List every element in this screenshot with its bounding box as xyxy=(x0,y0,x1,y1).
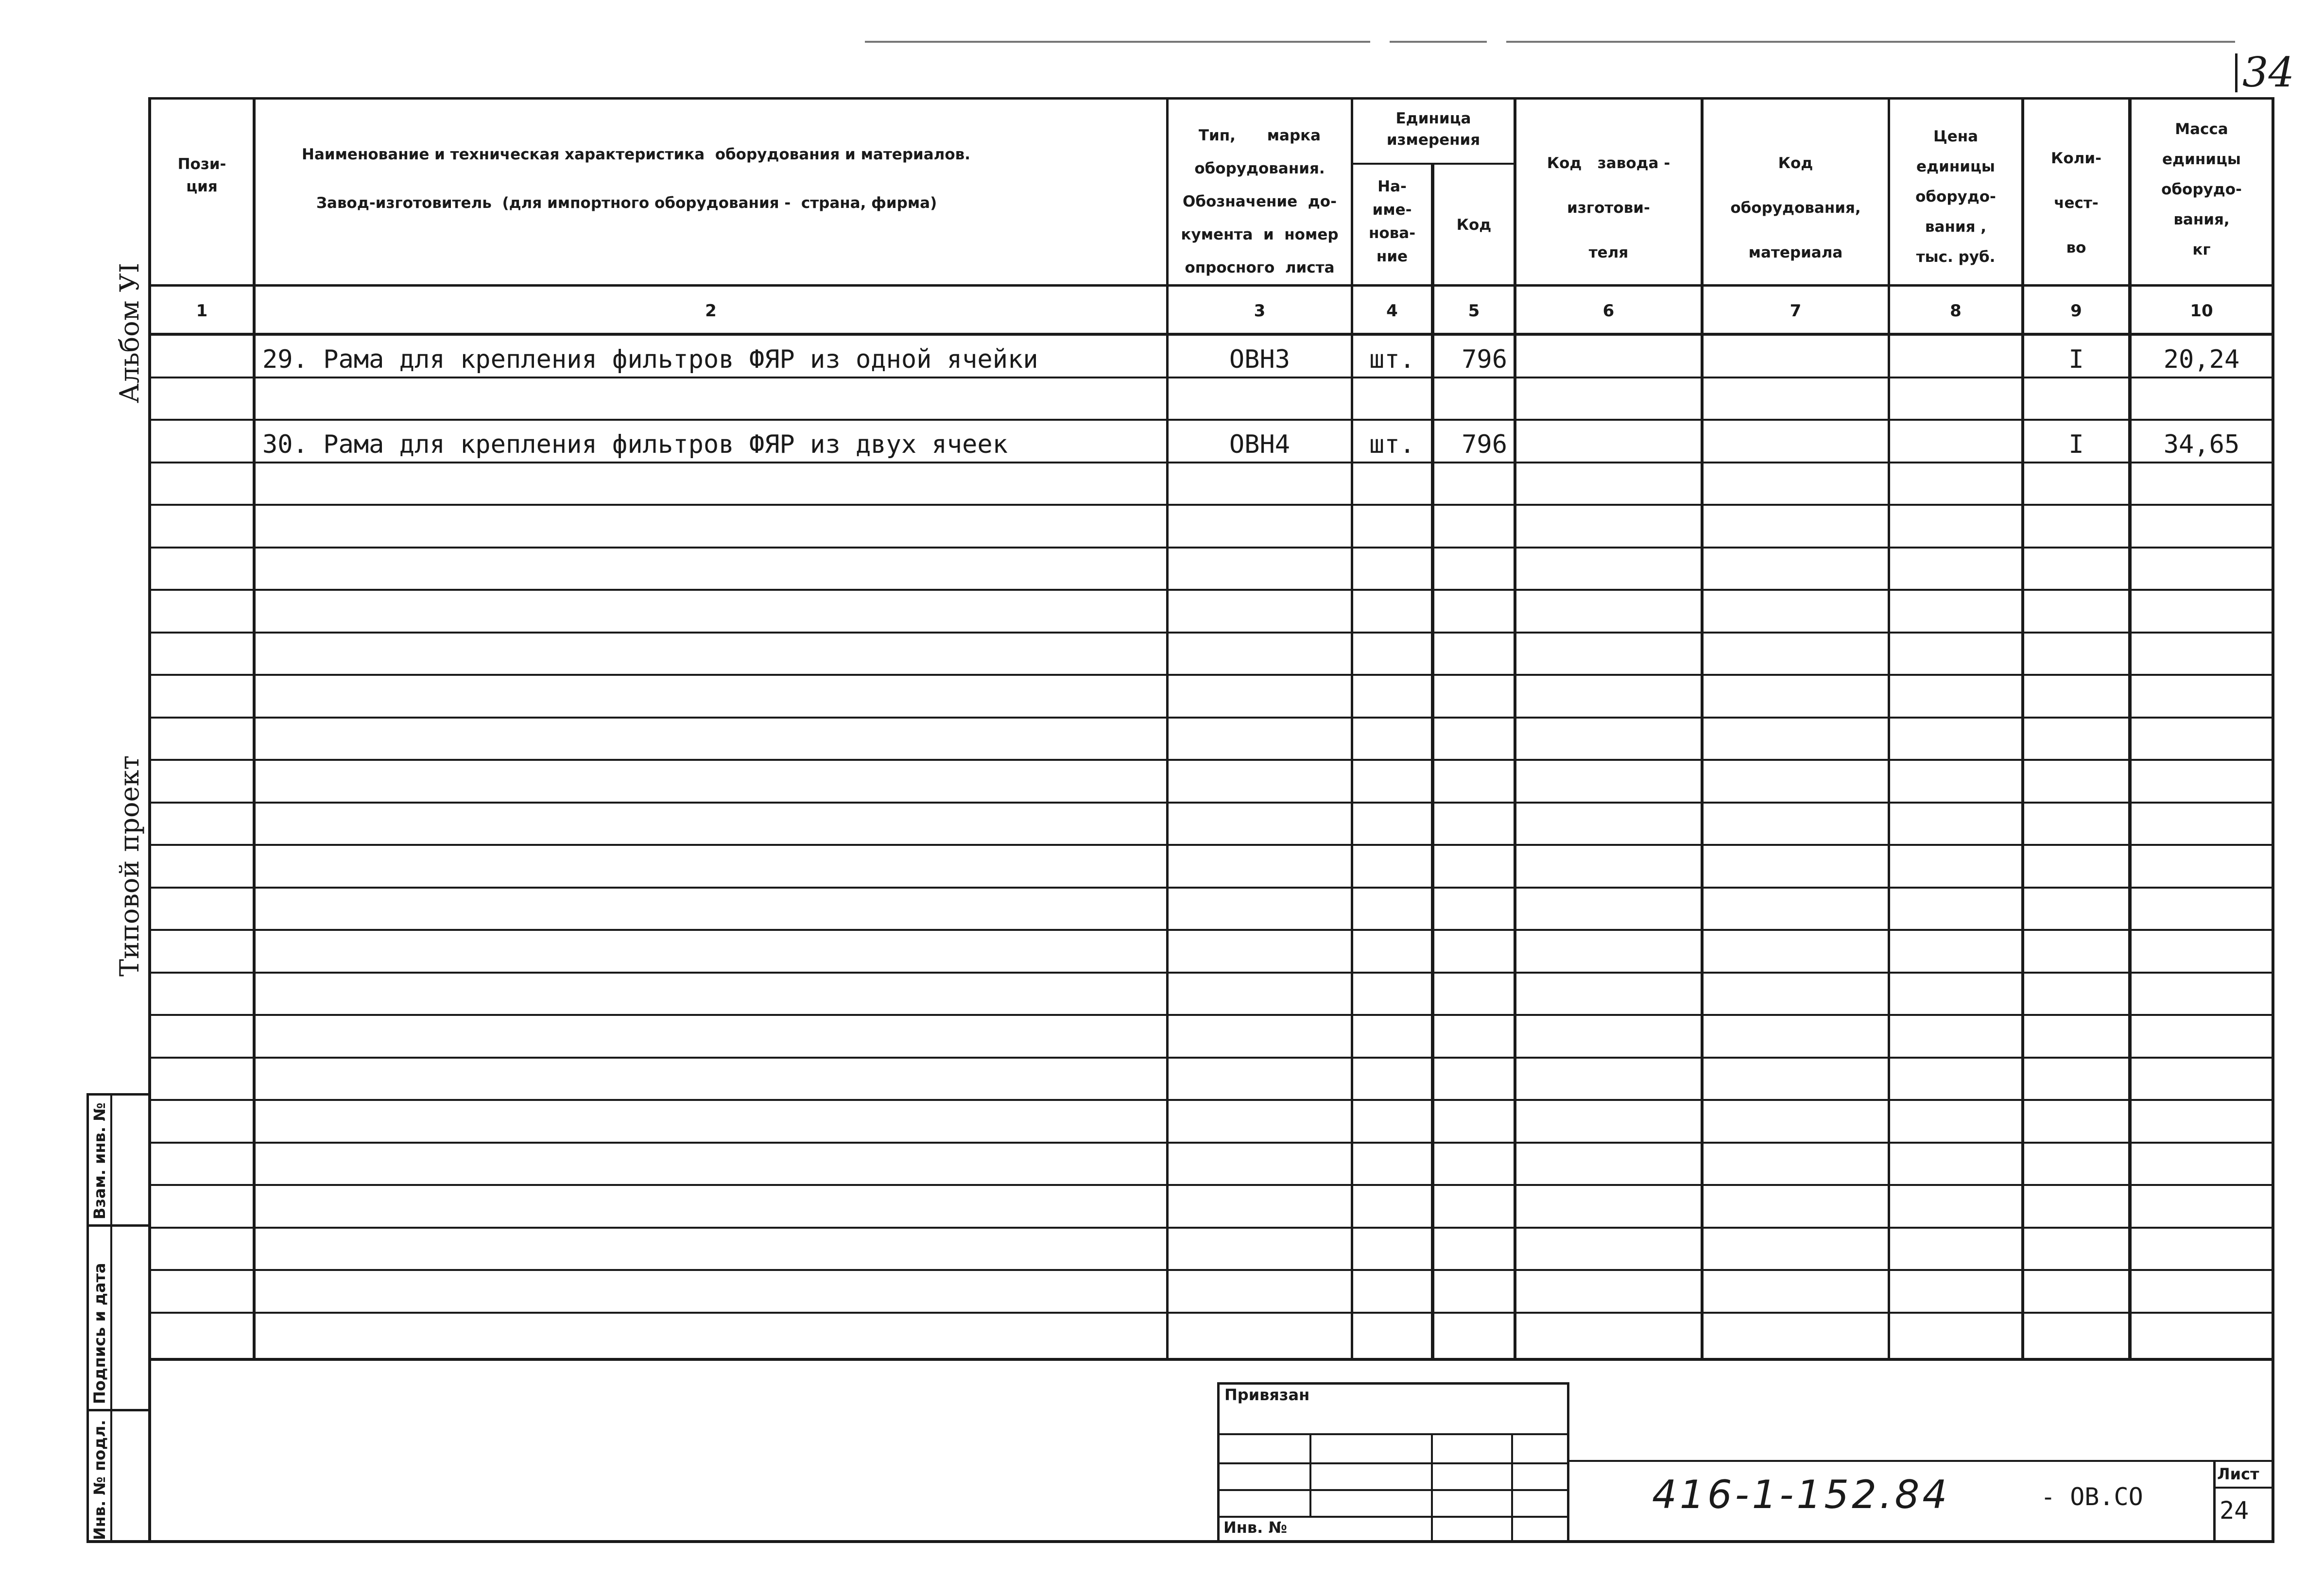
header-name-line2: Завод-изготовитель (для импортного оборудования - страна, фирма) xyxy=(316,194,937,212)
inv-no-label: Инв. № xyxy=(1223,1518,1287,1537)
row-unit: шт. xyxy=(1369,430,1415,459)
page-number: 34 xyxy=(2242,49,2294,96)
top-mark-line xyxy=(1506,41,2235,43)
header-equipment-code: Код оборудования, материала xyxy=(1730,154,1861,261)
header-mass: Масса единицы оборудо- вания, кг xyxy=(2161,120,2242,258)
row-unit-code: 796 xyxy=(1462,430,1507,459)
row-mass: 34,65 xyxy=(2163,430,2240,459)
project-label: Типовой проект xyxy=(114,755,145,977)
header-type: Тип, марка оборудования. Обозначение до- кумента и номер опросного листа xyxy=(1181,127,1339,276)
header-quantity: Коли- чест- во xyxy=(2051,150,2101,257)
header-factory-code: Код завода - изготови- теля xyxy=(1547,154,1670,261)
document-suffix: - ОВ.СО xyxy=(2041,1483,2143,1511)
column-number: 1 xyxy=(196,301,208,321)
row-mass: 20,24 xyxy=(2163,345,2240,374)
column-number: 4 xyxy=(1386,301,1398,321)
column-number: 3 xyxy=(1254,301,1266,321)
column-number: 10 xyxy=(2190,301,2213,321)
row-type: ОВН4 xyxy=(1229,430,1291,459)
header-unit-code: Код xyxy=(1456,216,1492,234)
column-number: 9 xyxy=(2070,301,2082,321)
column-number: 7 xyxy=(1790,301,1802,321)
row-name: 29. Рама для крепления фильтров ФЯР из одной ячейки xyxy=(262,345,1038,374)
stamp-vzam-inv: Взам. инв. № xyxy=(90,1102,109,1219)
privyazan-label: Привязан xyxy=(1224,1386,1310,1404)
top-mark-line xyxy=(1390,41,1487,43)
header-position: Пози- ция xyxy=(177,155,226,195)
column-number: 5 xyxy=(1468,301,1480,321)
stamp-podpis-data: Подпись и дата xyxy=(90,1263,109,1404)
header-unit-group: Единица измерения xyxy=(1386,110,1480,149)
row-quantity: I xyxy=(2068,430,2084,459)
row-quantity: I xyxy=(2068,345,2084,374)
column-number: 8 xyxy=(1950,301,1962,321)
album-label: Альбом УI xyxy=(114,262,145,403)
sheet-number: 24 xyxy=(2220,1496,2249,1525)
row-unit: шт. xyxy=(1369,345,1415,374)
column-number: 2 xyxy=(705,301,717,321)
stamp-inv-podl: Инв. № подл. xyxy=(90,1420,109,1540)
row-type: ОВН3 xyxy=(1229,345,1291,374)
row-unit-code: 796 xyxy=(1462,345,1507,374)
page-number-tick xyxy=(2235,53,2238,92)
sheet-label: Лист xyxy=(2217,1465,2259,1483)
row-name: 30. Рама для крепления фильтров ФЯР из двух ячеек xyxy=(262,430,1008,459)
document-code: 416-1-152.84 xyxy=(1652,1472,1950,1517)
header-unit-name: На- име- нова- ние xyxy=(1368,178,1416,265)
header-name-line1: Наименование и техническая характеристика оборудования и материалов. xyxy=(302,146,971,163)
column-number: 6 xyxy=(1602,301,1615,321)
header-price: Цена единицы оборудо- вания , тыс. руб. xyxy=(1915,128,1996,266)
top-mark-line xyxy=(865,41,1370,43)
